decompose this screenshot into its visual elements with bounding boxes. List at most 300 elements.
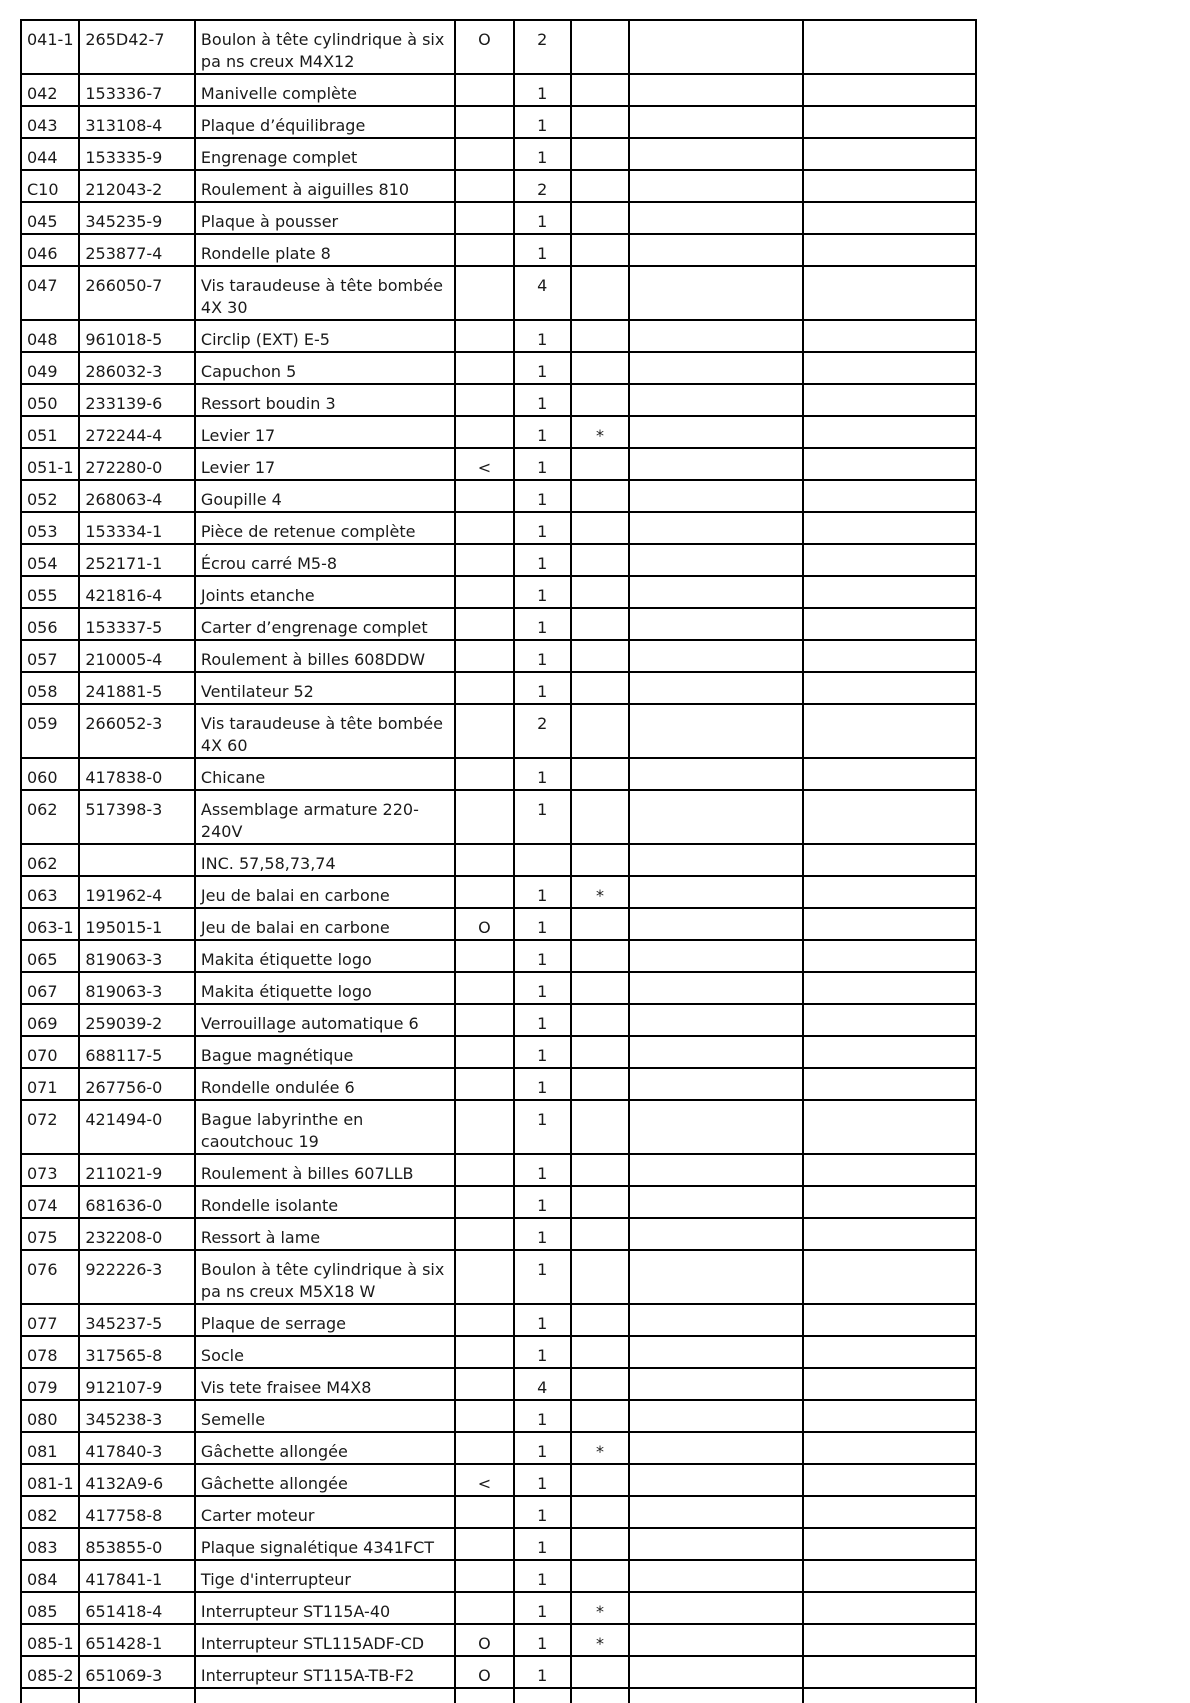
empty-cell xyxy=(803,20,976,74)
item-number-cell: 079 xyxy=(21,1368,79,1400)
quantity-cell: 1 xyxy=(514,1036,571,1068)
table-row xyxy=(21,1004,976,1036)
quantity-cell: 1 xyxy=(514,1496,571,1528)
table-row xyxy=(21,1186,976,1218)
description-cell: Plaque à pousser xyxy=(195,202,455,234)
part-number-cell: 195015-1 xyxy=(79,908,195,940)
empty-cell xyxy=(629,640,803,672)
note-mark-cell xyxy=(571,1336,629,1368)
description-cell: Ventilateur 52 xyxy=(195,672,455,704)
option-mark-cell: O xyxy=(455,908,513,940)
table-row xyxy=(21,1100,976,1154)
part-number-cell: 417841-1 xyxy=(79,1560,195,1592)
table-row xyxy=(21,512,976,544)
item-number-cell: 074 xyxy=(21,1186,79,1218)
part-number-cell: 4132A9-6 xyxy=(79,1464,195,1496)
empty-cell xyxy=(629,1400,803,1432)
quantity-cell: 1 xyxy=(514,1528,571,1560)
note-mark-cell xyxy=(571,74,629,106)
part-number-cell: 345237-5 xyxy=(79,1304,195,1336)
empty-cell xyxy=(803,940,976,972)
part-number-cell: 681636-0 xyxy=(79,1186,195,1218)
option-mark-cell xyxy=(455,1004,513,1036)
item-number-cell: 084 xyxy=(21,1560,79,1592)
empty-cell xyxy=(629,790,803,844)
part-number-cell: 233139-6 xyxy=(79,384,195,416)
item-number-cell: 085-2 xyxy=(21,1656,79,1688)
description-cell: Joints etanche xyxy=(195,576,455,608)
empty-cell xyxy=(629,1004,803,1036)
empty-cell xyxy=(803,1250,976,1304)
quantity-cell: 1 xyxy=(514,1218,571,1250)
empty-cell xyxy=(803,1528,976,1560)
option-mark-cell xyxy=(455,384,513,416)
option-mark-cell xyxy=(455,1528,513,1560)
table-row xyxy=(21,106,976,138)
description-cell: Vis taraudeuse à tête bombée 4X 30 xyxy=(195,266,455,320)
option-mark-cell xyxy=(455,1218,513,1250)
description-cell: Plaque de serrage xyxy=(195,1304,455,1336)
description-cell: Assemblage armature 220-240V xyxy=(195,790,455,844)
option-mark-cell xyxy=(455,1100,513,1154)
option-mark-cell xyxy=(455,202,513,234)
description-cell: Ressort boudin 3 xyxy=(195,384,455,416)
quantity-cell: 1 xyxy=(514,234,571,266)
empty-cell xyxy=(803,704,976,758)
table-row xyxy=(21,1592,976,1624)
empty-cell xyxy=(629,106,803,138)
empty-cell xyxy=(803,1560,976,1592)
empty-cell xyxy=(629,1560,803,1592)
empty-cell xyxy=(629,1218,803,1250)
empty-cell xyxy=(629,170,803,202)
option-mark-cell xyxy=(455,138,513,170)
quantity-cell: 2 xyxy=(514,170,571,202)
quantity-cell: 1 xyxy=(514,1656,571,1688)
item-number-cell: 049 xyxy=(21,352,79,384)
item-number-cell: 069 xyxy=(21,1004,79,1036)
empty-cell xyxy=(629,1368,803,1400)
item-number-cell: 048 xyxy=(21,320,79,352)
option-mark-cell xyxy=(455,320,513,352)
note-mark-cell: * xyxy=(571,876,629,908)
note-mark-cell xyxy=(571,1036,629,1068)
description-cell: Circlip (EXT) E-5 xyxy=(195,320,455,352)
empty-cell xyxy=(629,1496,803,1528)
description-cell: Levier 17 xyxy=(195,416,455,448)
empty-cell xyxy=(629,672,803,704)
option-mark-cell: O xyxy=(455,1656,513,1688)
note-mark-cell xyxy=(571,972,629,1004)
item-number-cell: 083 xyxy=(21,1528,79,1560)
empty-cell xyxy=(629,1186,803,1218)
part-number-cell: 961018-5 xyxy=(79,320,195,352)
part-number-cell: 345235-9 xyxy=(79,202,195,234)
empty-cell xyxy=(803,266,976,320)
empty-cell xyxy=(629,704,803,758)
item-number-cell: 055 xyxy=(21,576,79,608)
empty-cell xyxy=(195,1688,455,1703)
empty-cell xyxy=(803,1688,976,1703)
description-cell: Capuchon 5 xyxy=(195,352,455,384)
part-number-cell: 688117-5 xyxy=(79,1036,195,1068)
option-mark-cell: < xyxy=(455,448,513,480)
note-mark-cell xyxy=(571,320,629,352)
quantity-cell: 1 xyxy=(514,106,571,138)
quantity-cell: 1 xyxy=(514,1154,571,1186)
description-cell: Levier 17 xyxy=(195,448,455,480)
empty-cell xyxy=(629,876,803,908)
option-mark-cell xyxy=(455,1068,513,1100)
empty-cell xyxy=(629,266,803,320)
empty-cell xyxy=(803,448,976,480)
description-cell: Carter d’engrenage complet xyxy=(195,608,455,640)
option-mark-cell xyxy=(455,1186,513,1218)
table-row xyxy=(21,1656,976,1688)
empty-cell xyxy=(803,1336,976,1368)
empty-cell xyxy=(803,758,976,790)
empty-cell xyxy=(803,790,976,844)
note-mark-cell xyxy=(571,544,629,576)
part-number-cell: 345238-3 xyxy=(79,1400,195,1432)
quantity-cell: 1 xyxy=(514,908,571,940)
option-mark-cell xyxy=(455,1336,513,1368)
empty-cell xyxy=(571,1688,629,1703)
part-number-cell: 232208-0 xyxy=(79,1218,195,1250)
table-row xyxy=(21,416,976,448)
description-cell: Plaque signalétique 4341FCT xyxy=(195,1528,455,1560)
quantity-cell: 1 xyxy=(514,544,571,576)
table-row xyxy=(21,790,976,844)
empty-cell xyxy=(629,1304,803,1336)
option-mark-cell xyxy=(455,1432,513,1464)
note-mark-cell: * xyxy=(571,1592,629,1624)
note-mark-cell xyxy=(571,1250,629,1304)
note-mark-cell xyxy=(571,352,629,384)
note-mark-cell xyxy=(571,844,629,876)
quantity-cell: 1 xyxy=(514,512,571,544)
table-row xyxy=(21,320,976,352)
table-row xyxy=(21,1528,976,1560)
description-cell: Interrupteur STL115ADF-CD xyxy=(195,1624,455,1656)
table-row xyxy=(21,704,976,758)
quantity-cell: 1 xyxy=(514,608,571,640)
item-number-cell: 051 xyxy=(21,416,79,448)
note-mark-cell xyxy=(571,1004,629,1036)
part-number-cell: 417758-8 xyxy=(79,1496,195,1528)
empty-cell xyxy=(629,74,803,106)
quantity-cell: 1 xyxy=(514,1624,571,1656)
option-mark-cell xyxy=(455,876,513,908)
item-number-cell: 081-1 xyxy=(21,1464,79,1496)
quantity-cell: 1 xyxy=(514,480,571,512)
item-number-cell: 085-1 xyxy=(21,1624,79,1656)
empty-cell xyxy=(629,234,803,266)
quantity-cell: 1 xyxy=(514,1004,571,1036)
note-mark-cell xyxy=(571,480,629,512)
description-cell: Boulon à tête cylindrique à six pa ns creux M4X12 xyxy=(195,20,455,74)
empty-cell xyxy=(629,576,803,608)
description-cell: Pièce de retenue complète xyxy=(195,512,455,544)
table-row xyxy=(21,908,976,940)
table-row xyxy=(21,640,976,672)
item-number-cell: 062 xyxy=(21,844,79,876)
empty-cell xyxy=(803,1154,976,1186)
option-mark-cell xyxy=(455,1560,513,1592)
option-mark-cell xyxy=(455,1496,513,1528)
empty-cell xyxy=(803,672,976,704)
item-number-cell: 041-1 xyxy=(21,20,79,74)
empty-cell xyxy=(803,1400,976,1432)
empty-cell xyxy=(803,640,976,672)
note-mark-cell xyxy=(571,1400,629,1432)
empty-cell xyxy=(803,480,976,512)
note-mark-cell xyxy=(571,1528,629,1560)
empty-cell xyxy=(803,908,976,940)
option-mark-cell xyxy=(455,266,513,320)
empty-cell xyxy=(803,352,976,384)
description-cell: INC. 57,58,73,74 xyxy=(195,844,455,876)
table-row xyxy=(21,672,976,704)
empty-cell xyxy=(803,1304,976,1336)
quantity-cell: 1 xyxy=(514,1100,571,1154)
quantity-cell: 1 xyxy=(514,1068,571,1100)
part-number-cell: 517398-3 xyxy=(79,790,195,844)
description-cell: Interrupteur ST115A-TB-F2 xyxy=(195,1656,455,1688)
table-row xyxy=(21,844,976,876)
option-mark-cell xyxy=(455,758,513,790)
option-mark-cell xyxy=(455,170,513,202)
note-mark-cell xyxy=(571,106,629,138)
table-row xyxy=(21,1304,976,1336)
option-mark-cell xyxy=(455,576,513,608)
quantity-cell: 1 xyxy=(514,576,571,608)
option-mark-cell xyxy=(455,640,513,672)
description-cell: Manivelle complète xyxy=(195,74,455,106)
option-mark-cell xyxy=(455,1304,513,1336)
quantity-cell: 1 xyxy=(514,416,571,448)
description-cell: Jeu de balai en carbone xyxy=(195,876,455,908)
quantity-cell: 1 xyxy=(514,138,571,170)
part-number-cell: 853855-0 xyxy=(79,1528,195,1560)
note-mark-cell xyxy=(571,1100,629,1154)
option-mark-cell xyxy=(455,1036,513,1068)
item-number-cell: C10 xyxy=(21,170,79,202)
empty-cell xyxy=(629,758,803,790)
item-number-cell: 063-1 xyxy=(21,908,79,940)
table-row xyxy=(21,576,976,608)
note-mark-cell xyxy=(571,608,629,640)
table-row xyxy=(21,1250,976,1304)
table-row xyxy=(21,876,976,908)
quantity-cell: 1 xyxy=(514,1560,571,1592)
option-mark-cell xyxy=(455,1368,513,1400)
note-mark-cell xyxy=(571,908,629,940)
table-row xyxy=(21,20,976,74)
note-mark-cell xyxy=(571,758,629,790)
note-mark-cell xyxy=(571,940,629,972)
quantity-cell: 1 xyxy=(514,1304,571,1336)
description-cell: Rondelle plate 8 xyxy=(195,234,455,266)
part-number-cell: 922226-3 xyxy=(79,1250,195,1304)
empty-cell xyxy=(803,202,976,234)
empty-cell xyxy=(21,1688,79,1703)
quantity-cell: 1 xyxy=(514,1464,571,1496)
option-mark-cell xyxy=(455,544,513,576)
empty-cell xyxy=(803,512,976,544)
item-number-cell: 047 xyxy=(21,266,79,320)
part-number-cell: 417840-3 xyxy=(79,1432,195,1464)
note-mark-cell xyxy=(571,1304,629,1336)
note-mark-cell xyxy=(571,1218,629,1250)
table-row xyxy=(21,384,976,416)
item-number-cell: 078 xyxy=(21,1336,79,1368)
option-mark-cell xyxy=(455,672,513,704)
note-mark-cell xyxy=(571,1464,629,1496)
note-mark-cell xyxy=(571,672,629,704)
empty-cell xyxy=(803,1004,976,1036)
quantity-cell: 1 xyxy=(514,74,571,106)
description-cell: Gâchette allongée xyxy=(195,1432,455,1464)
empty-cell xyxy=(803,138,976,170)
empty-cell xyxy=(629,512,803,544)
note-mark-cell xyxy=(571,1186,629,1218)
empty-cell xyxy=(803,844,976,876)
parts-list-table xyxy=(20,19,977,1703)
item-number-cell: 054 xyxy=(21,544,79,576)
table-row xyxy=(21,1432,976,1464)
option-mark-cell xyxy=(455,416,513,448)
empty-cell xyxy=(455,1688,513,1703)
empty-cell xyxy=(79,1688,195,1703)
part-number-cell: 153334-1 xyxy=(79,512,195,544)
empty-cell xyxy=(803,74,976,106)
empty-cell xyxy=(803,1464,976,1496)
empty-cell xyxy=(629,20,803,74)
empty-cell xyxy=(629,1036,803,1068)
part-number-cell: 651069-3 xyxy=(79,1656,195,1688)
empty-cell xyxy=(629,1688,803,1703)
option-mark-cell xyxy=(455,844,513,876)
description-cell: Écrou carré M5-8 xyxy=(195,544,455,576)
empty-cell xyxy=(629,1336,803,1368)
description-cell: Semelle xyxy=(195,1400,455,1432)
empty-cell xyxy=(803,576,976,608)
quantity-cell: 1 xyxy=(514,1250,571,1304)
item-number-cell: 043 xyxy=(21,106,79,138)
empty-cell xyxy=(803,416,976,448)
table-row xyxy=(21,1036,976,1068)
empty-cell xyxy=(629,1250,803,1304)
description-cell: Vis taraudeuse à tête bombée 4X 60 xyxy=(195,704,455,758)
part-number-cell: 266052-3 xyxy=(79,704,195,758)
quantity-cell: 1 xyxy=(514,448,571,480)
description-cell: Plaque d’équilibrage xyxy=(195,106,455,138)
note-mark-cell xyxy=(571,234,629,266)
description-cell: Verrouillage automatique 6 xyxy=(195,1004,455,1036)
part-number-cell: 252171-1 xyxy=(79,544,195,576)
option-mark-cell xyxy=(455,1400,513,1432)
item-number-cell: 059 xyxy=(21,704,79,758)
description-cell: Gâchette allongée xyxy=(195,1464,455,1496)
table-row xyxy=(21,1336,976,1368)
description-cell: Rondelle ondulée 6 xyxy=(195,1068,455,1100)
empty-cell xyxy=(629,1432,803,1464)
empty-cell xyxy=(629,1528,803,1560)
part-number-cell: 211021-9 xyxy=(79,1154,195,1186)
empty-cell xyxy=(629,544,803,576)
part-number-cell: 421494-0 xyxy=(79,1100,195,1154)
quantity-cell: 1 xyxy=(514,1336,571,1368)
table-row xyxy=(21,480,976,512)
empty-cell xyxy=(629,138,803,170)
quantity-cell: 1 xyxy=(514,672,571,704)
empty-cell xyxy=(803,1496,976,1528)
table-row xyxy=(21,1464,976,1496)
part-number-cell: 153337-5 xyxy=(79,608,195,640)
note-mark-cell xyxy=(571,576,629,608)
description-cell: Socle xyxy=(195,1336,455,1368)
item-number-cell: 077 xyxy=(21,1304,79,1336)
item-number-cell: 053 xyxy=(21,512,79,544)
empty-cell xyxy=(803,106,976,138)
table-row xyxy=(21,1218,976,1250)
quantity-cell: 1 xyxy=(514,972,571,1004)
empty-cell xyxy=(629,1656,803,1688)
part-number-cell: 153335-9 xyxy=(79,138,195,170)
description-cell: Ressort à lame xyxy=(195,1218,455,1250)
empty-cell xyxy=(629,416,803,448)
note-mark-cell xyxy=(571,1560,629,1592)
option-mark-cell xyxy=(455,480,513,512)
quantity-cell: 1 xyxy=(514,790,571,844)
quantity-cell: 4 xyxy=(514,1368,571,1400)
description-cell: Vis tete fraisee M4X8 xyxy=(195,1368,455,1400)
part-number-cell: 268063-4 xyxy=(79,480,195,512)
empty-cell xyxy=(629,320,803,352)
empty-cell xyxy=(803,544,976,576)
quantity-cell: 1 xyxy=(514,202,571,234)
empty-cell xyxy=(629,940,803,972)
note-mark-cell xyxy=(571,138,629,170)
note-mark-cell xyxy=(571,704,629,758)
table-row-cut-off xyxy=(21,1688,976,1703)
part-number-cell: 912107-9 xyxy=(79,1368,195,1400)
quantity-cell: 1 xyxy=(514,1592,571,1624)
item-number-cell: 060 xyxy=(21,758,79,790)
note-mark-cell xyxy=(571,640,629,672)
note-mark-cell xyxy=(571,1154,629,1186)
note-mark-cell xyxy=(571,20,629,74)
empty-cell xyxy=(803,1656,976,1688)
empty-cell xyxy=(629,844,803,876)
item-number-cell: 056 xyxy=(21,608,79,640)
option-mark-cell xyxy=(455,608,513,640)
quantity-cell: 1 xyxy=(514,1400,571,1432)
empty-cell xyxy=(629,1464,803,1496)
part-number-cell: 272280-0 xyxy=(79,448,195,480)
empty-cell xyxy=(803,234,976,266)
table-row xyxy=(21,1068,976,1100)
item-number-cell: 081 xyxy=(21,1432,79,1464)
description-cell: Makita étiquette logo xyxy=(195,972,455,1004)
item-number-cell: 072 xyxy=(21,1100,79,1154)
part-number-cell: 421816-4 xyxy=(79,576,195,608)
part-number-cell xyxy=(79,844,195,876)
note-mark-cell xyxy=(571,448,629,480)
empty-cell xyxy=(803,170,976,202)
empty-cell xyxy=(803,1218,976,1250)
